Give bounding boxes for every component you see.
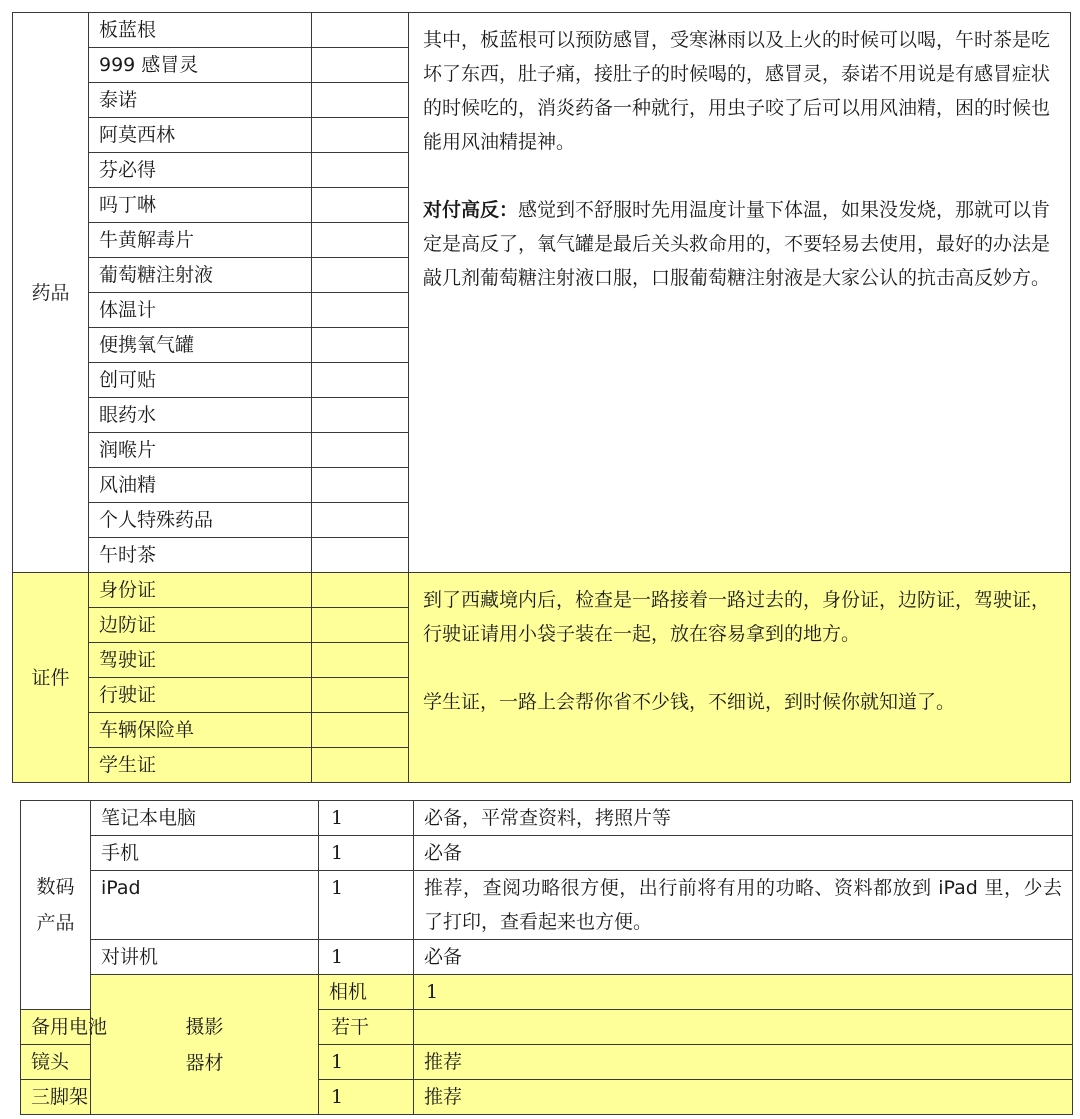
qty-cell <box>312 363 409 398</box>
note-cell: 必备 <box>414 940 1073 975</box>
qty-cell: 1 <box>319 836 414 871</box>
category-documents: 证件 <box>13 573 89 783</box>
item-cell: 999 感冒灵 <box>89 48 312 83</box>
medicine-note-p2 <box>423 193 1060 295</box>
item-cell: 备用电池 <box>21 1010 91 1045</box>
qty-cell: 1 <box>414 975 1073 1010</box>
category-digital-label: 数码产品 <box>36 876 75 934</box>
item-cell: 泰诺 <box>89 83 312 118</box>
qty-cell <box>312 643 409 678</box>
qty-cell: 1 <box>319 1045 414 1080</box>
qty-cell <box>312 328 409 363</box>
item-cell: 阿莫西林 <box>89 118 312 153</box>
medicine-note <box>409 13 1071 573</box>
item-cell: 对讲机 <box>91 940 319 975</box>
note-cell: 必备 <box>414 836 1073 871</box>
electronics-photography-table <box>20 800 1073 1115</box>
item-cell: 润喉片 <box>89 433 312 468</box>
category-photography <box>91 975 319 1115</box>
note-cell <box>414 1010 1073 1045</box>
qty-cell <box>312 223 409 258</box>
qty-cell <box>312 13 409 48</box>
documents-note-p2: 学生证，一路上会帮你省不少钱，不细说，到时候你就知道了。 <box>423 691 956 713</box>
qty-cell: 1 <box>319 940 414 975</box>
category-photography-label: 摄影器材 <box>185 1015 224 1074</box>
item-cell: 手机 <box>91 836 319 871</box>
item-cell: 午时茶 <box>89 538 312 573</box>
qty-cell <box>312 468 409 503</box>
item-cell: 个人特殊药品 <box>89 503 312 538</box>
item-cell: 三脚架 <box>21 1080 91 1115</box>
qty-cell: 1 <box>319 801 414 836</box>
qty-cell <box>312 398 409 433</box>
qty-cell <box>312 153 409 188</box>
item-cell: 风油精 <box>89 468 312 503</box>
qty-cell: 1 <box>319 1080 414 1115</box>
item-cell: 笔记本电脑 <box>91 801 319 836</box>
note-cell: 必备，平常查资料，拷照片等 <box>414 801 1073 836</box>
item-cell: 芬必得 <box>89 153 312 188</box>
qty-cell <box>312 713 409 748</box>
documents-note <box>409 573 1071 783</box>
item-cell: 驾驶证 <box>89 643 312 678</box>
qty-cell <box>312 748 409 783</box>
item-cell: 吗丁啉 <box>89 188 312 223</box>
category-digital <box>21 801 91 1010</box>
item-cell: iPad <box>91 871 319 940</box>
qty-cell <box>312 503 409 538</box>
documents-note-p1: 到了西藏境内后，检查是一路接着一路过去的，身份证，边防证，驾驶证，行驶证请用小袋子装在一起，放在容易拿到的地方。 <box>423 589 1051 645</box>
item-cell: 行驶证 <box>89 678 312 713</box>
item-cell: 相机 <box>319 975 414 1010</box>
qty-cell: 1 <box>319 871 414 940</box>
item-cell: 眼药水 <box>89 398 312 433</box>
item-cell: 板蓝根 <box>89 13 312 48</box>
medicine-note-p1: 其中，板蓝根可以预防感冒，受寒淋雨以及上火的时候可以喝，午时茶是吃坏了东西，肚子痛，接肚子的时候喝的，感冒灵，泰诺不用说是有感冒症状的时候吃的，消炎药备一种就行，用虫子咬了后可以用风油精，困的时候也能用风油精提神。 <box>423 29 1051 153</box>
note-cell: 推荐 <box>414 1080 1073 1115</box>
item-cell: 学生证 <box>89 748 312 783</box>
qty-cell <box>312 538 409 573</box>
qty-cell <box>312 608 409 643</box>
note-cell: 推荐 <box>414 1045 1073 1080</box>
qty-cell: 若干 <box>319 1010 414 1045</box>
qty-cell <box>312 678 409 713</box>
qty-cell <box>312 573 409 608</box>
category-medicine: 药品 <box>13 13 89 573</box>
qty-cell <box>312 293 409 328</box>
altitude-text: 感觉到不舒服时先用温度计量下体温，如果没发烧，那就可以肯定是高反了，氧气罐是最后关头救命用的，不要轻易去使用，最好的办法是敲几剂葡萄糖注射液口服，口服葡萄糖注射液是大家公认的抗击高反妙方。 <box>423 199 1051 289</box>
item-cell: 体温计 <box>89 293 312 328</box>
qty-cell <box>312 433 409 468</box>
item-cell: 车辆保险单 <box>89 713 312 748</box>
qty-cell <box>312 188 409 223</box>
item-cell: 身份证 <box>89 573 312 608</box>
item-cell: 牛黄解毒片 <box>89 223 312 258</box>
qty-cell <box>312 48 409 83</box>
altitude-heading: 对付高反： <box>423 199 519 221</box>
item-cell: 创可贴 <box>89 363 312 398</box>
note-cell: 推荐，查阅功略很方便，出行前将有用的功略、资料都放到 iPad 里，少去了打印，查看起来也方便。 <box>414 871 1073 940</box>
item-cell: 镜头 <box>21 1045 91 1080</box>
medicine-documents-table <box>12 12 1071 783</box>
item-cell: 边防证 <box>89 608 312 643</box>
item-cell: 便携氧气罐 <box>89 328 312 363</box>
qty-cell <box>312 118 409 153</box>
item-cell: 葡萄糖注射液 <box>89 258 312 293</box>
qty-cell <box>312 258 409 293</box>
qty-cell <box>312 83 409 118</box>
